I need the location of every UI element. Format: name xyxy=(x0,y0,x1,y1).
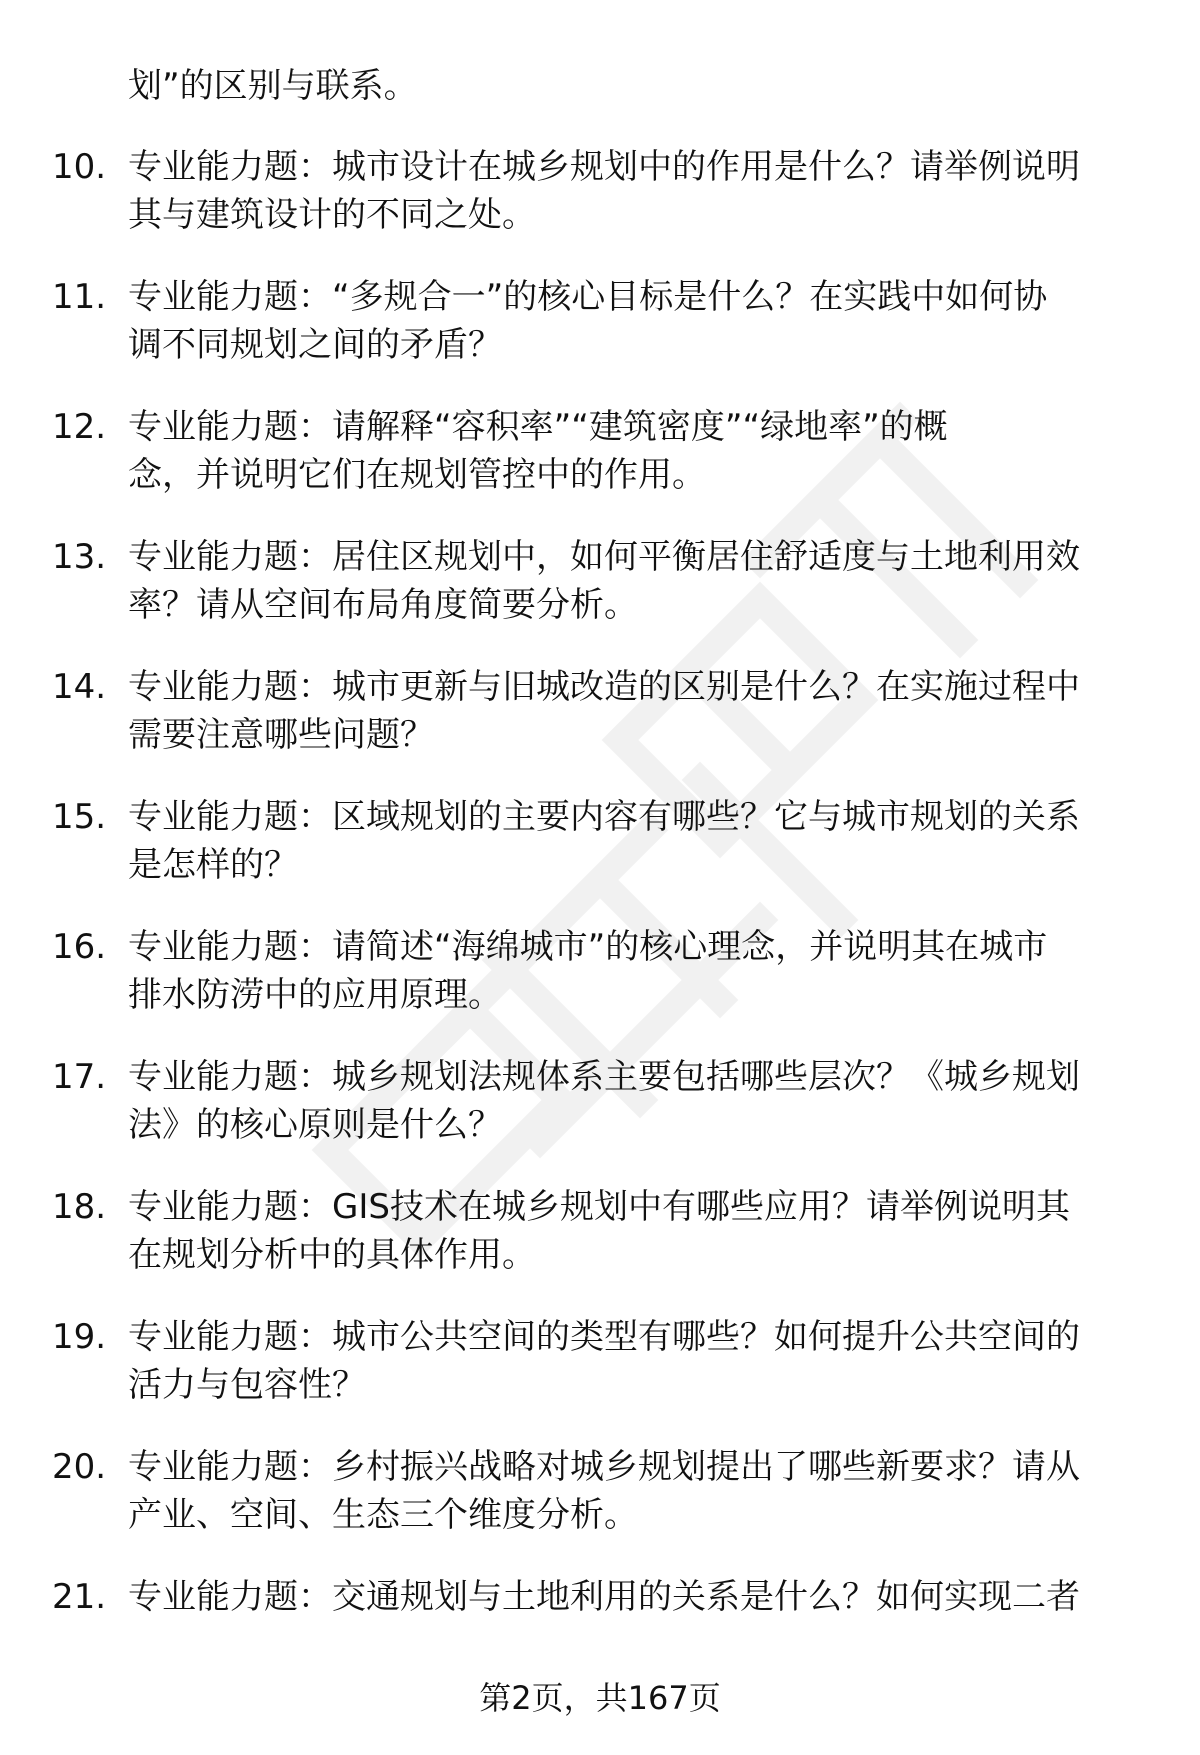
question-item xyxy=(0,663,1200,759)
question-text xyxy=(128,1313,1158,1409)
question-number: 15. xyxy=(52,797,107,837)
question-text xyxy=(128,403,1158,499)
question-line: 活力与包容性？ xyxy=(128,1365,366,1405)
question-line: 专业能力题：GIS技术在城乡规划中有哪些应用？请举例说明其 xyxy=(128,1187,1070,1227)
question-line: 专业能力题：城市设计在城乡规划中的作用是什么？请举例说明 xyxy=(128,147,1080,187)
question-line: 专业能力题：区域规划的主要内容有哪些？它与城市规划的关系 xyxy=(128,797,1080,837)
question-number: 12. xyxy=(52,407,107,447)
question-text xyxy=(128,1053,1158,1149)
question-item xyxy=(0,403,1200,499)
question-item xyxy=(0,143,1200,239)
question-line: 专业能力题：请解释“容积率”“建筑密度”“绿地率”的概 xyxy=(128,407,948,447)
question-line: 其与建筑设计的不同之处。 xyxy=(128,195,536,235)
question-number: 11. xyxy=(52,277,107,317)
question-line: 专业能力题：城市更新与旧城改造的区别是什么？在实施过程中 xyxy=(128,667,1080,707)
question-text xyxy=(128,1183,1158,1279)
question-number: 21. xyxy=(52,1577,107,1617)
question-number: 14. xyxy=(52,667,107,707)
question-number: 10. xyxy=(52,147,107,187)
question-line: 需要注意哪些问题？ xyxy=(128,715,434,755)
question-line: 专业能力题：城市公共空间的类型有哪些？如何提升公共空间的 xyxy=(128,1317,1080,1357)
question-text xyxy=(128,1443,1158,1539)
question-item xyxy=(0,793,1200,889)
question-text xyxy=(128,793,1158,889)
question-item xyxy=(0,1313,1200,1409)
question-number: 20. xyxy=(52,1447,107,1487)
question-number: 16. xyxy=(52,927,107,967)
question-text xyxy=(128,273,1158,369)
question-line: 专业能力题：请简述“海绵城市”的核心理念，并说明其在城市 xyxy=(128,927,1048,967)
question-number: 18. xyxy=(52,1187,107,1227)
question-item xyxy=(0,1183,1200,1279)
question-number: 17. xyxy=(52,1057,107,1097)
question-item xyxy=(0,1573,1200,1669)
question-line: 专业能力题：居住区规划中，如何平衡居住舒适度与土地利用效 xyxy=(128,537,1080,577)
question-line: 是怎样的？ xyxy=(128,845,298,885)
question-item xyxy=(0,1053,1200,1149)
question-line: 专业能力题：交通规划与土地利用的关系是什么？如何实现二者 xyxy=(128,1577,1080,1617)
question-list xyxy=(0,143,1200,1703)
question-line: 产业、空间、生态三个维度分析。 xyxy=(128,1495,638,1535)
question-line: 调不同规划之间的矛盾？ xyxy=(128,325,502,365)
question-item xyxy=(0,273,1200,369)
question-number: 19. xyxy=(52,1317,107,1357)
question-item xyxy=(0,923,1200,1019)
question-text xyxy=(128,1573,1158,1621)
question-text xyxy=(128,533,1158,629)
question-line: 专业能力题：城乡规划法规体系主要包括哪些层次？《城乡规划 xyxy=(128,1057,1080,1097)
question-text xyxy=(128,663,1158,759)
question-item xyxy=(0,533,1200,629)
page-number: 第2页，共167页 xyxy=(479,1679,721,1717)
question-line: 率？请从空间布局角度简要分析。 xyxy=(128,585,638,625)
question-text xyxy=(128,143,1158,239)
question-line: 在规划分析中的具体作用。 xyxy=(128,1235,536,1275)
question-number: 13. xyxy=(52,537,107,577)
question-text xyxy=(128,923,1158,1019)
question-line: 排水防涝中的应用原理。 xyxy=(128,975,502,1015)
question-line: 专业能力题：乡村振兴战略对城乡规划提出了哪些新要求？请从 xyxy=(128,1447,1080,1487)
question-line: 法》的核心原则是什么？ xyxy=(128,1105,502,1145)
question-line: 念，并说明它们在规划管控中的作用。 xyxy=(128,455,706,495)
question-line: 专业能力题：“多规合一”的核心目标是什么？在实践中如何协 xyxy=(128,277,1048,317)
continued-line: 划”的区别与联系。 xyxy=(128,66,418,106)
question-item xyxy=(0,1443,1200,1539)
